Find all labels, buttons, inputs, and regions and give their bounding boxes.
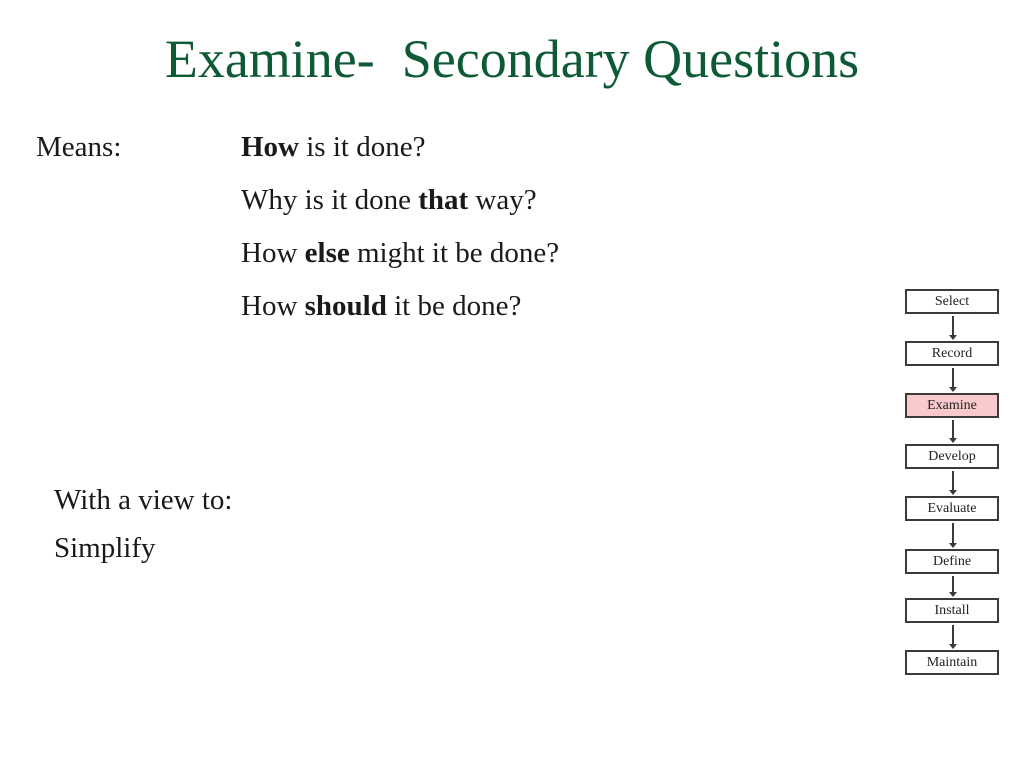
question-1-post: is it done? [299,131,426,163]
question-4-emphasis: should [304,290,387,322]
flow-connector [952,625,954,644]
means-label: Means: [36,131,122,163]
question-1-emphasis: How [241,131,299,163]
flow-step-evaluate[interactable]: Evaluate [905,496,999,521]
flow-connector [952,420,954,438]
question-3 [241,234,559,272]
question-2-emphasis: that [418,184,469,216]
question-3-post: might it be done? [349,237,560,269]
flow-connector [952,368,954,387]
flow-connector [952,576,954,592]
arrow-down-icon [949,387,957,392]
view-item: Simplify [54,532,156,564]
arrow-down-icon [949,490,957,495]
flow-connector [952,316,954,335]
flow-connector [952,523,954,543]
arrow-down-icon [949,592,957,597]
flow-step-examine[interactable]: Examine [905,393,999,418]
arrow-down-icon [949,644,957,649]
flow-step-define[interactable]: Define [905,549,999,574]
flow-step-develop[interactable]: Develop [905,444,999,469]
question-2-post: way? [468,184,537,216]
flow-connector [952,471,954,490]
question-2-pre: Why is it done [241,184,419,216]
question-4-pre: How [241,290,305,322]
slide-title: Examine- Secondary Questions [164,29,860,89]
question-4-post: it be done? [386,290,522,322]
flow-step-record[interactable]: Record [905,341,999,366]
flow-step-install[interactable]: Install [905,598,999,623]
flow-step-maintain[interactable]: Maintain [905,650,999,675]
view-label: With a view to: [54,484,233,516]
arrow-down-icon [949,335,957,340]
flow-step-select[interactable]: Select [905,289,999,314]
question-2 [241,181,537,219]
question-4 [241,287,521,325]
arrow-down-icon [949,438,957,443]
question-3-emphasis: else [304,237,350,269]
question-1 [241,128,425,166]
arrow-down-icon [949,543,957,548]
question-3-pre: How [241,237,305,269]
